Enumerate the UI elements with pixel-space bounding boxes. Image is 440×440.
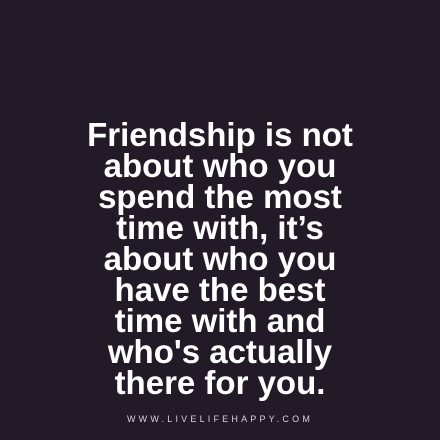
quote-line-4: time with, it’s xyxy=(116,209,324,246)
quote-line-9: there for you. xyxy=(114,364,326,401)
quote-line-5: about who you xyxy=(103,240,337,277)
quote-line-7: time with and xyxy=(114,302,326,339)
quote-line-8: who's actually xyxy=(107,333,333,370)
quote-line-6: have the best xyxy=(114,271,326,308)
quote-line-2: about who you xyxy=(103,147,337,184)
quote-text xyxy=(20,116,420,401)
quote-line-1: Friendship is not xyxy=(87,116,353,153)
quote-line-3: spend the most xyxy=(98,178,342,215)
website-footer: WWW.LIVELIFEHAPPY.COM xyxy=(126,414,314,424)
